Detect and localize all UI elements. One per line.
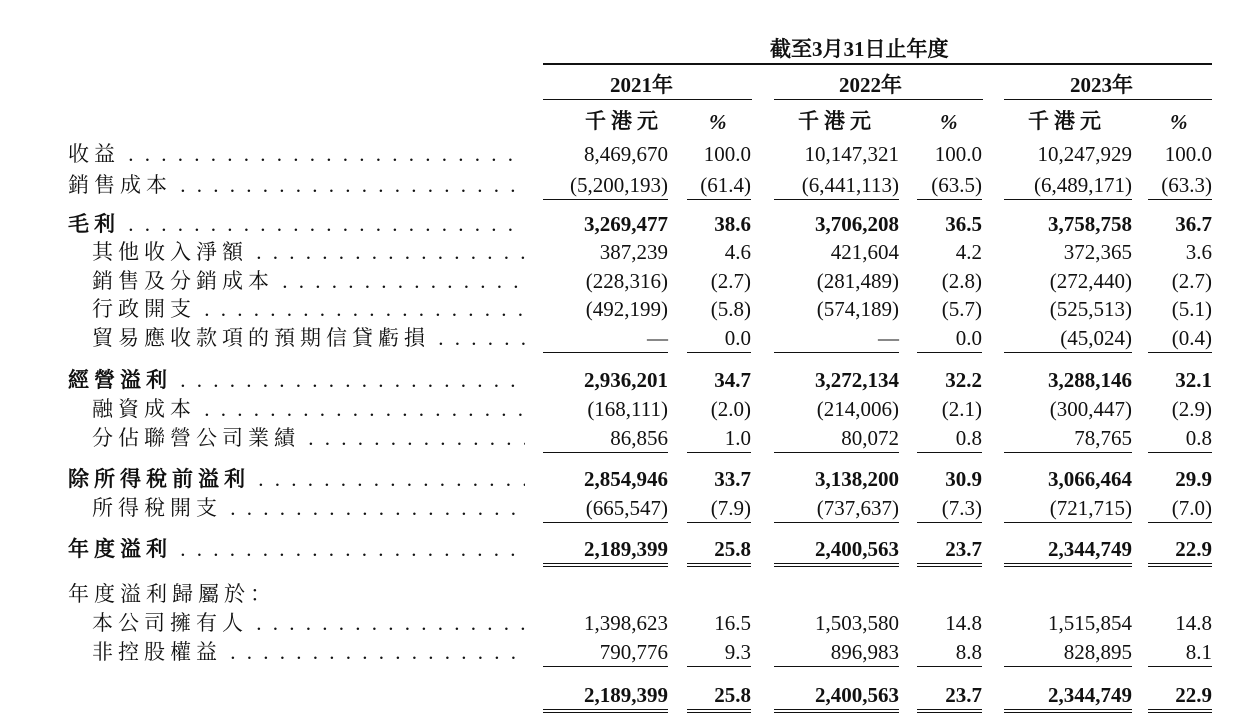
amount-cell: 3,269,477	[584, 212, 668, 236]
row-label: 經營溢利 . . .	[68, 368, 525, 392]
percent-cell: 29.9	[1175, 467, 1212, 491]
row-label: 分佔聯營公司業績 . . .	[92, 426, 525, 450]
row-double-rule	[687, 563, 751, 567]
percent-cell: 1.0	[724, 426, 751, 450]
year-header-2023: 2023年	[1070, 73, 1133, 97]
percent-cell: 36.5	[945, 212, 982, 236]
amount-cell: (168,111)	[587, 397, 668, 421]
period-header: 截至3月31日止年度	[770, 37, 949, 61]
row-label: 銷售成本 . . .	[68, 173, 525, 197]
amount-cell: 78,765	[1074, 426, 1132, 450]
unit-header-2023: 千港元	[1028, 109, 1106, 133]
row-label: 行政開支 . . .	[92, 297, 525, 321]
amount-cell: 2,400,563	[815, 683, 899, 707]
row-rule	[774, 522, 899, 523]
row-double-rule	[543, 709, 668, 713]
amount-cell: 8,469,670	[584, 142, 668, 166]
amount-cell: (6,489,171)	[1034, 173, 1132, 197]
row-label: 本公司擁有人 . . .	[92, 611, 525, 635]
percent-cell: 34.7	[714, 368, 751, 392]
amount-cell: 790,776	[599, 640, 668, 664]
pct-header-2023: %	[1170, 110, 1188, 134]
percent-cell: (7.3)	[941, 496, 982, 520]
percent-cell: 9.3	[724, 640, 751, 664]
row-double-rule	[917, 709, 982, 713]
row-rule	[543, 352, 668, 353]
percent-cell: (7.9)	[710, 496, 751, 520]
year-rule-2021	[543, 99, 752, 100]
percent-cell: 0.8	[1185, 426, 1212, 450]
percent-cell: 36.7	[1175, 212, 1212, 236]
amount-cell: (214,006)	[816, 397, 899, 421]
amount-cell: (5,200,193)	[570, 173, 668, 197]
row-rule	[543, 199, 668, 200]
row-rule	[917, 522, 982, 523]
row-rule	[687, 666, 751, 667]
row-rule	[1004, 352, 1132, 353]
row-label: 銷售及分銷成本 . . .	[92, 269, 525, 293]
amount-cell: 10,247,929	[1037, 142, 1132, 166]
percent-cell: 25.8	[714, 683, 751, 707]
amount-cell: 86,856	[610, 426, 668, 450]
amount-cell: (737,637)	[816, 496, 899, 520]
amount-cell: —	[647, 326, 668, 350]
percent-cell: 100.0	[1164, 142, 1212, 166]
percent-cell: (63.3)	[1161, 173, 1212, 197]
amount-cell: 2,344,749	[1048, 683, 1132, 707]
row-label: 收益 . . .	[68, 142, 525, 166]
pct-header-2022: %	[940, 110, 958, 134]
row-double-rule	[543, 563, 668, 567]
row-rule	[543, 452, 668, 453]
row-label: 毛利 . . .	[68, 212, 525, 236]
row-label: 非控股權益 . . .	[92, 640, 525, 664]
row-rule	[1004, 666, 1132, 667]
percent-cell: (0.4)	[1171, 326, 1212, 350]
row-label: 其他收入淨額 . . .	[92, 240, 525, 264]
year-rule-2023	[1004, 99, 1212, 100]
percent-cell: 4.2	[955, 240, 982, 264]
amount-cell: —	[878, 326, 899, 350]
percent-cell: 0.0	[724, 326, 751, 350]
row-double-rule	[917, 563, 982, 567]
amount-cell: (6,441,113)	[801, 173, 899, 197]
row-rule	[1004, 522, 1132, 523]
row-double-rule	[1004, 563, 1132, 567]
period-rule	[543, 63, 1212, 65]
row-double-rule	[1004, 709, 1132, 713]
amount-cell: 2,189,399	[584, 683, 668, 707]
percent-cell: (5.8)	[710, 297, 751, 321]
amount-cell: (272,440)	[1049, 269, 1132, 293]
percent-cell: 23.7	[945, 537, 982, 561]
amount-cell: 2,936,201	[584, 368, 668, 392]
row-rule	[1004, 199, 1132, 200]
percent-cell: 100.0	[703, 142, 751, 166]
percent-cell: (2.7)	[710, 269, 751, 293]
amount-cell: (300,447)	[1049, 397, 1132, 421]
row-rule	[1148, 522, 1212, 523]
row-rule	[543, 666, 668, 667]
amount-cell: (228,316)	[585, 269, 668, 293]
percent-cell: (5.7)	[941, 297, 982, 321]
percent-cell: 8.1	[1185, 640, 1212, 664]
amount-cell: (492,199)	[585, 297, 668, 321]
row-rule	[917, 666, 982, 667]
row-label: 年度溢利 . . .	[68, 537, 525, 561]
percent-cell: 33.7	[714, 467, 751, 491]
row-rule	[1148, 452, 1212, 453]
percent-cell: 23.7	[945, 683, 982, 707]
amount-cell: 2,400,563	[815, 537, 899, 561]
percent-cell: 4.6	[724, 240, 751, 264]
amount-cell: (281,489)	[816, 269, 899, 293]
amount-cell: 2,344,749	[1048, 537, 1132, 561]
amount-cell: 421,604	[830, 240, 899, 264]
amount-cell: 3,706,208	[815, 212, 899, 236]
percent-cell: 3.6	[1185, 240, 1212, 264]
amount-cell: (45,024)	[1060, 326, 1132, 350]
amount-cell: (525,513)	[1049, 297, 1132, 321]
percent-cell: 22.9	[1175, 683, 1212, 707]
row-rule	[687, 199, 751, 200]
percent-cell: 8.8	[955, 640, 982, 664]
row-rule	[774, 352, 899, 353]
row-double-rule	[1148, 563, 1212, 567]
percent-cell: (2.7)	[1171, 269, 1212, 293]
percent-cell: (63.5)	[931, 173, 982, 197]
percent-cell: 14.8	[1175, 611, 1212, 635]
amount-cell: 1,398,623	[584, 611, 668, 635]
row-label: 融資成本 . . .	[92, 397, 525, 421]
row-rule	[917, 352, 982, 353]
row-double-rule	[1148, 709, 1212, 713]
percent-cell: (2.9)	[1171, 397, 1212, 421]
row-label: 年度溢利歸屬於：	[68, 582, 276, 606]
amount-cell: (574,189)	[816, 297, 899, 321]
percent-cell: (2.0)	[710, 397, 751, 421]
pct-header-2021: %	[709, 110, 727, 134]
row-rule	[1148, 666, 1212, 667]
row-label: 除所得稅前溢利 . . .	[68, 467, 525, 491]
amount-cell: 896,983	[830, 640, 899, 664]
percent-cell: 16.5	[714, 611, 751, 635]
percent-cell: (61.4)	[700, 173, 751, 197]
percent-cell: 32.1	[1175, 368, 1212, 392]
percent-cell: (7.0)	[1171, 496, 1212, 520]
amount-cell: 80,072	[841, 426, 899, 450]
percent-cell: 0.8	[955, 426, 982, 450]
percent-cell: 25.8	[714, 537, 751, 561]
unit-header-2021: 千港元	[585, 109, 663, 133]
percent-cell: 14.8	[945, 611, 982, 635]
row-rule	[917, 452, 982, 453]
year-header-2022: 2022年	[839, 73, 902, 97]
row-rule	[917, 199, 982, 200]
year-rule-2022	[774, 99, 983, 100]
amount-cell: (721,715)	[1049, 496, 1132, 520]
amount-cell: 3,288,146	[1048, 368, 1132, 392]
percent-cell: (5.1)	[1171, 297, 1212, 321]
percent-cell: 100.0	[934, 142, 982, 166]
unit-header-2022: 千港元	[798, 109, 876, 133]
row-rule	[687, 352, 751, 353]
amount-cell: 1,515,854	[1048, 611, 1132, 635]
amount-cell: 2,189,399	[584, 537, 668, 561]
percent-cell: (2.1)	[941, 397, 982, 421]
amount-cell: (665,547)	[585, 496, 668, 520]
percent-cell: 22.9	[1175, 537, 1212, 561]
row-rule	[774, 666, 899, 667]
amount-cell: 3,272,134	[815, 368, 899, 392]
year-header-2021: 2021年	[610, 73, 673, 97]
row-rule	[1148, 199, 1212, 200]
amount-cell: 3,066,464	[1048, 467, 1132, 491]
amount-cell: 387,239	[599, 240, 668, 264]
row-double-rule	[774, 563, 899, 567]
percent-cell: 38.6	[714, 212, 751, 236]
row-label: 貿易應收款項的預期信貸虧損 . . .	[92, 326, 525, 350]
row-double-rule	[774, 709, 899, 713]
row-rule	[543, 522, 668, 523]
row-rule	[774, 452, 899, 453]
row-rule	[774, 199, 899, 200]
percent-cell: (2.8)	[941, 269, 982, 293]
percent-cell: 30.9	[945, 467, 982, 491]
amount-cell: 1,503,580	[815, 611, 899, 635]
amount-cell: 372,365	[1063, 240, 1132, 264]
percent-cell: 32.2	[945, 368, 982, 392]
row-rule	[1004, 452, 1132, 453]
row-rule	[687, 522, 751, 523]
row-rule	[687, 452, 751, 453]
amount-cell: 2,854,946	[584, 467, 668, 491]
amount-cell: 10,147,321	[804, 142, 899, 166]
amount-cell: 3,758,758	[1048, 212, 1132, 236]
row-rule	[1148, 352, 1212, 353]
amount-cell: 828,895	[1063, 640, 1132, 664]
percent-cell: 0.0	[955, 326, 982, 350]
amount-cell: 3,138,200	[815, 467, 899, 491]
row-double-rule	[687, 709, 751, 713]
row-label: 所得稅開支 . . .	[92, 496, 525, 520]
